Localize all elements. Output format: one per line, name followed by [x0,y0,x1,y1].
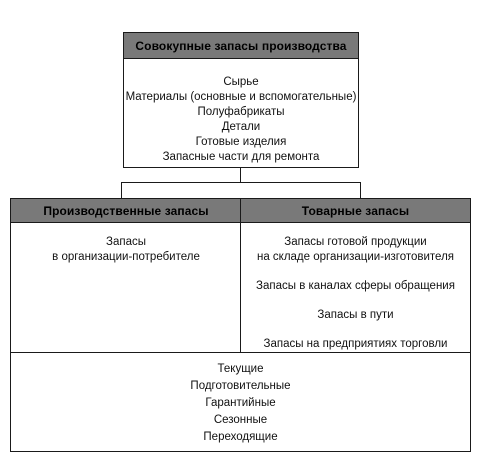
stock-purpose-item: Подготовительные [190,380,291,392]
stock-purpose-item: Сезонные [213,414,268,426]
row-divider [11,352,470,353]
stocks-classification-frame [10,198,471,452]
production-stock-item: Запасы [106,236,146,248]
total-stocks-list [124,75,358,165]
connector-horizontal [121,182,361,183]
stock-purpose-list [11,361,470,446]
connector-vertical-top [240,168,241,183]
total-stocks-box [123,32,359,168]
commodity-stock-item: Запасы готовой продукции [284,236,427,248]
stock-purpose-item: Гарантийные [205,397,276,409]
commodity-stock-item: Запасы на предприятиях торговли [263,338,448,350]
production-stocks-header [11,199,241,223]
stock-item: Материалы (основные и вспомогательные) [125,91,357,103]
commodity-stocks-title: Товарные запасы [301,203,410,218]
total-stocks-header [124,33,358,59]
stock-item: Полуфабрикаты [197,106,285,118]
production-stocks-title: Производственные запасы [43,203,209,218]
stock-purpose-item: Текущие [217,363,264,375]
commodity-stocks-list [241,235,470,352]
stock-item: Запасные части для ремонта [162,151,320,163]
commodity-stock-item: на складе организации-изготовителя [256,251,455,263]
commodity-stock-item: Запасы в пути [317,309,394,321]
stock-item: Сырье [223,76,259,88]
connector-left-drop [121,182,122,199]
production-stocks-list [11,235,241,265]
stock-purpose-item: Переходящие [203,431,278,443]
total-stocks-title: Совокупные запасы производства [135,38,347,53]
connector-right-drop [360,182,361,199]
production-stock-item: в организации-потребителе [52,251,200,263]
stock-item: Готовые изделия [195,136,287,148]
stock-item: Детали [221,121,261,133]
commodity-stocks-header [241,199,470,223]
commodity-stock-item: Запасы в каналах сферы обращения [256,280,455,292]
